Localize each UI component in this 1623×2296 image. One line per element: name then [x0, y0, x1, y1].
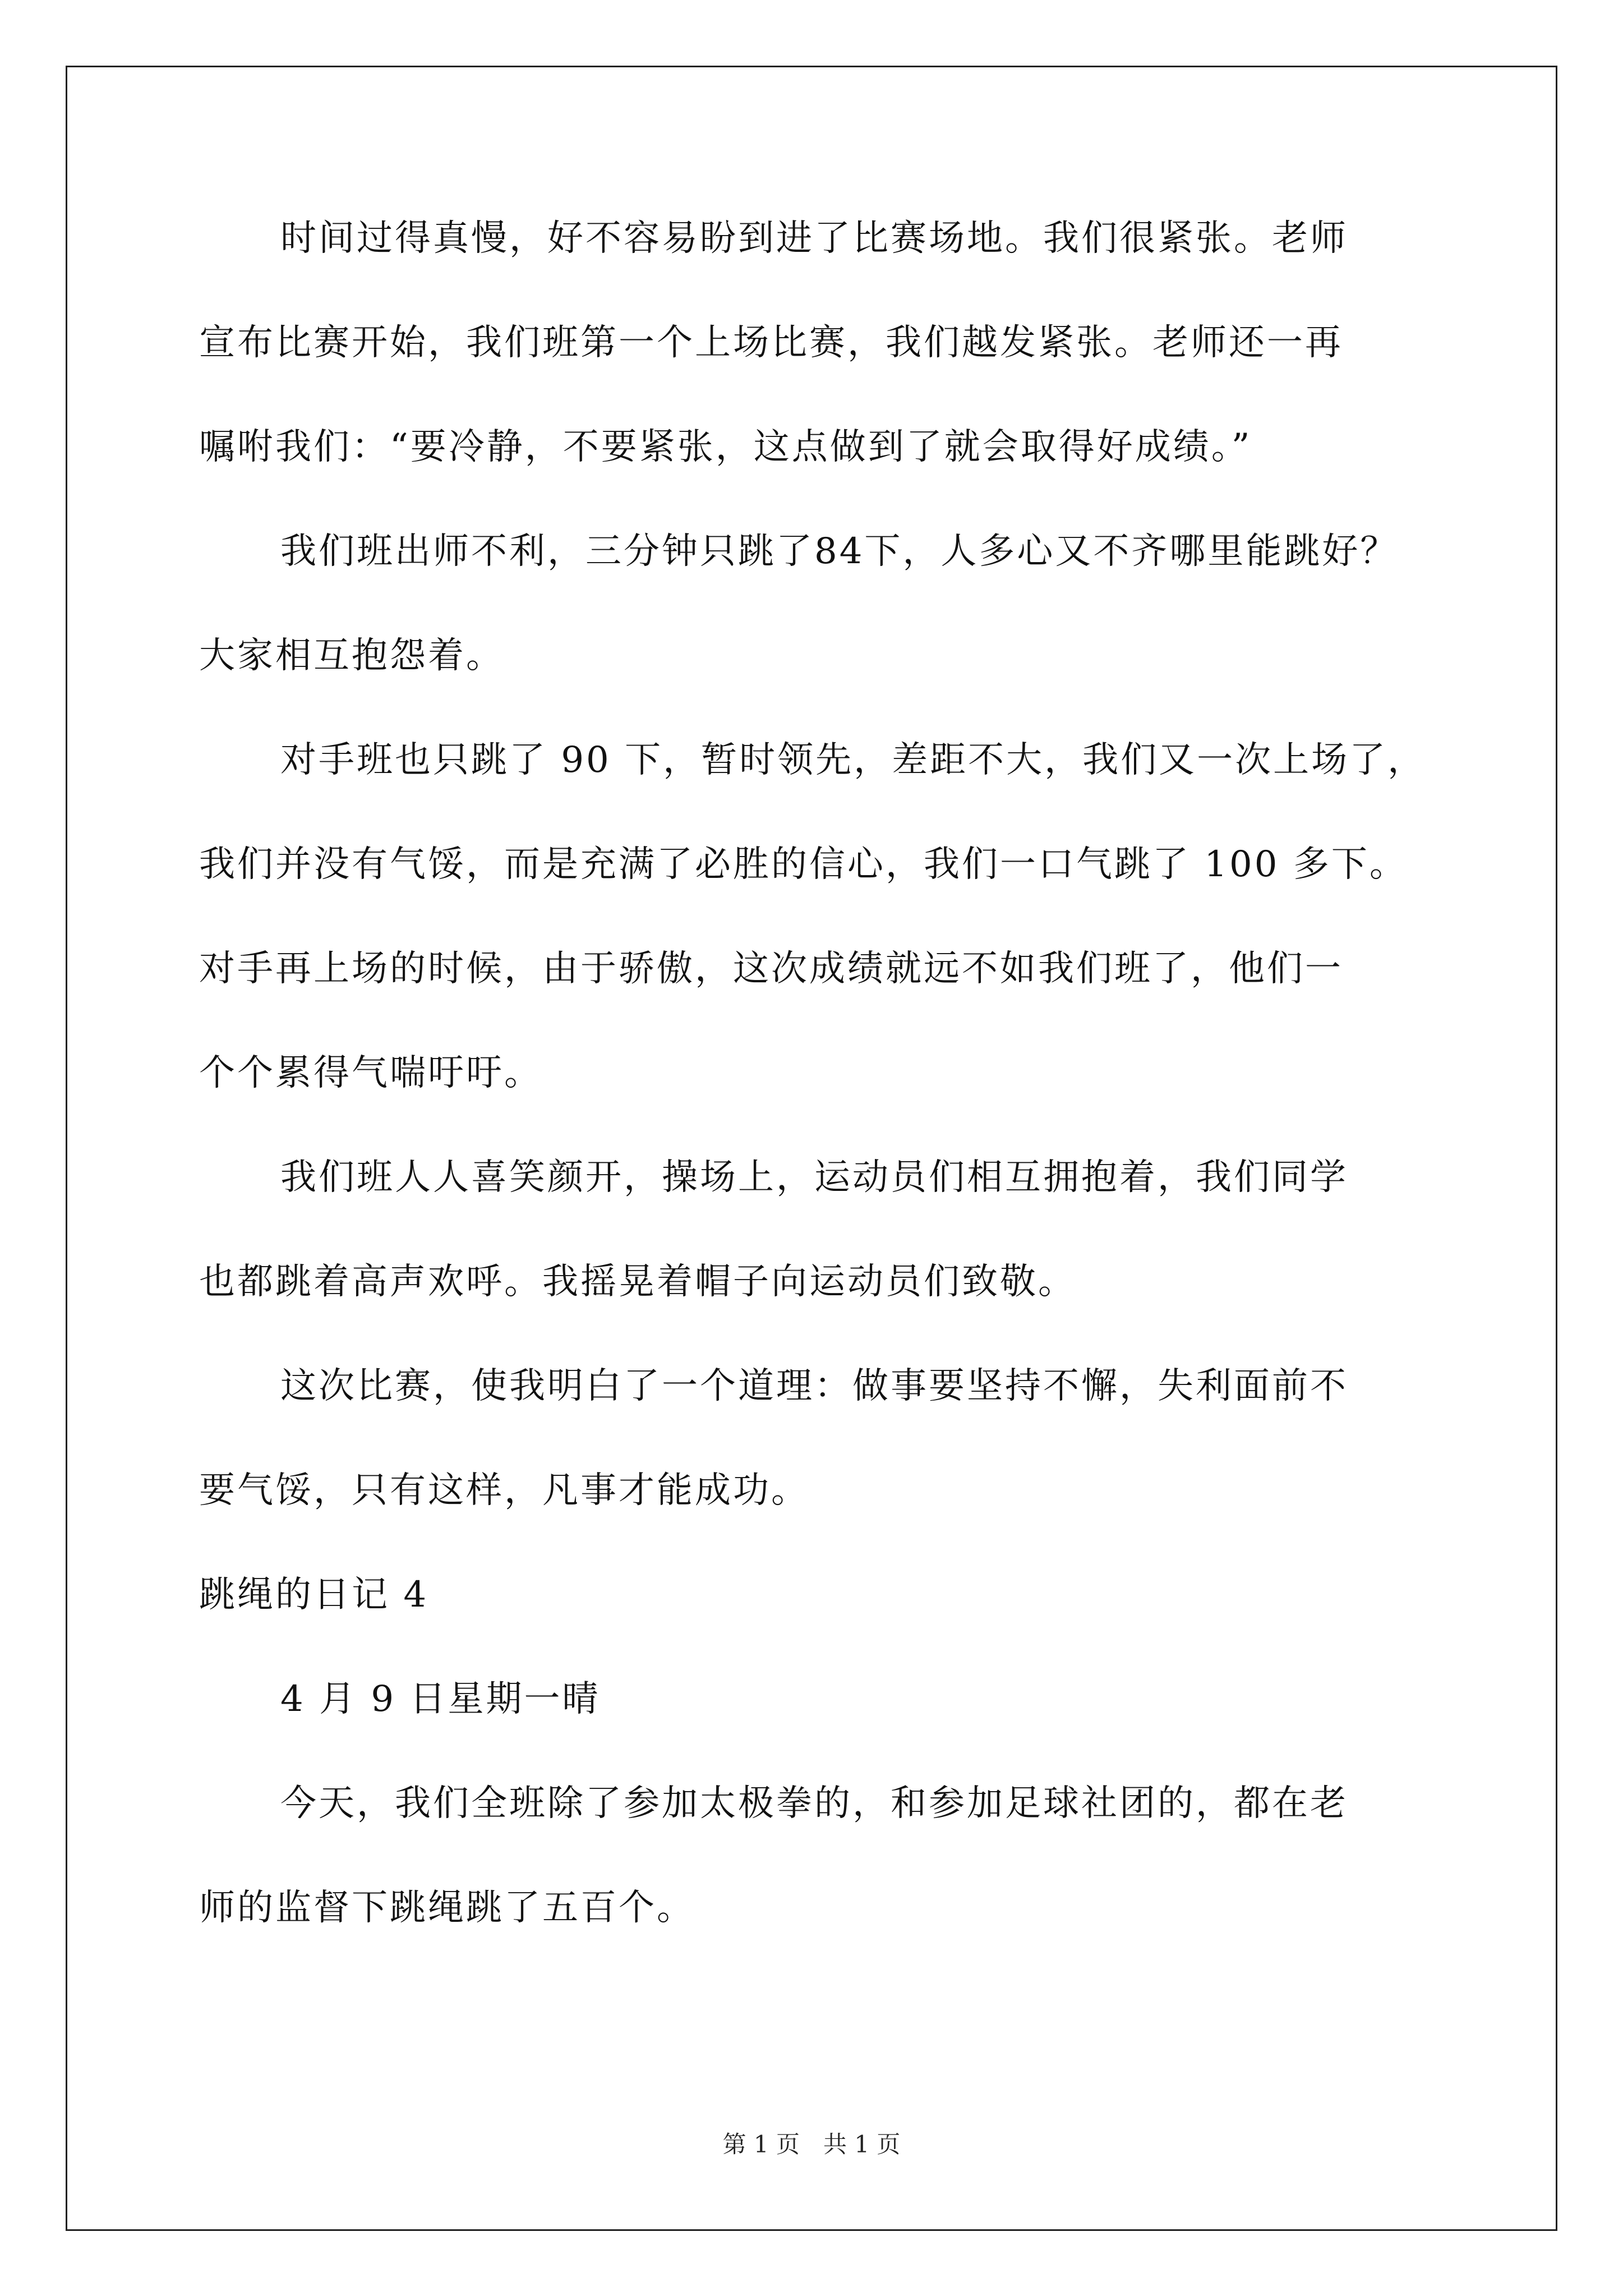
text-line: 今天，我们全班除了参加太极拳的，和参加足球社团的，都在老 — [280, 1783, 1348, 1824]
text-line: 个个累得气喘吁吁。 — [199, 1052, 542, 1094]
text-line: 对手再上场的时候，由于骄傲，这次成绩就远不如我们班了，他们一 — [199, 948, 1343, 990]
date-line: 4 月 9 日星期一晴 — [280, 1678, 601, 1720]
text-line: 这次比赛，使我明白了一个道理：做事要坚持不懈，失利面前不 — [280, 1365, 1348, 1407]
text-line: 大家相互抱怨着。 — [199, 635, 504, 677]
paragraph-6 — [199, 1778, 1433, 1933]
paragraph-4 — [199, 1152, 1433, 1307]
text-line: 要气馁，只有这样，凡事才能成功。 — [199, 1470, 809, 1511]
text-line: 嘱咐我们：“要冷静，不要紧张，这点做到了就会取得好成绩。” — [199, 426, 1252, 468]
text-line: 对手班也只跳了 90 下，暂时领先，差距不大，我们又一次上场了， — [280, 739, 1426, 781]
page-number-footer: 第 1 页 共 1 页 — [722, 2131, 901, 2158]
text-line: 师的监督下跳绳跳了五百个。 — [199, 1887, 695, 1929]
text-line: 我们班出师不利，三分钟只跳了84下，人多心又不齐哪里能跳好？ — [280, 531, 1399, 572]
section-heading: 跳绳的日记 4 — [199, 1574, 429, 1616]
text-line: 我们班人人喜笑颜开，操场上，运动员们相互拥抱着，我们同学 — [280, 1157, 1348, 1198]
paragraph-2 — [199, 526, 1433, 681]
paragraph-5 — [199, 1361, 1433, 1516]
paragraph-3 — [199, 735, 1433, 1098]
text-line: 也都跳着高声欢呼。我摇晃着帽子向运动员们致敬。 — [199, 1261, 1076, 1303]
text-line: 我们并没有气馁，而是充满了必胜的信心，我们一口气跳了 100 多下。 — [199, 844, 1408, 885]
text-line: 宣布比赛开始，我们班第一个上场比赛，我们越发紧张。老师还一再 — [199, 322, 1343, 364]
paragraph-1 — [199, 213, 1433, 472]
text-line: 时间过得真慢，好不容易盼到进了比赛场地。我们很紧张。老师 — [280, 218, 1348, 259]
document-body — [199, 213, 1433, 1933]
